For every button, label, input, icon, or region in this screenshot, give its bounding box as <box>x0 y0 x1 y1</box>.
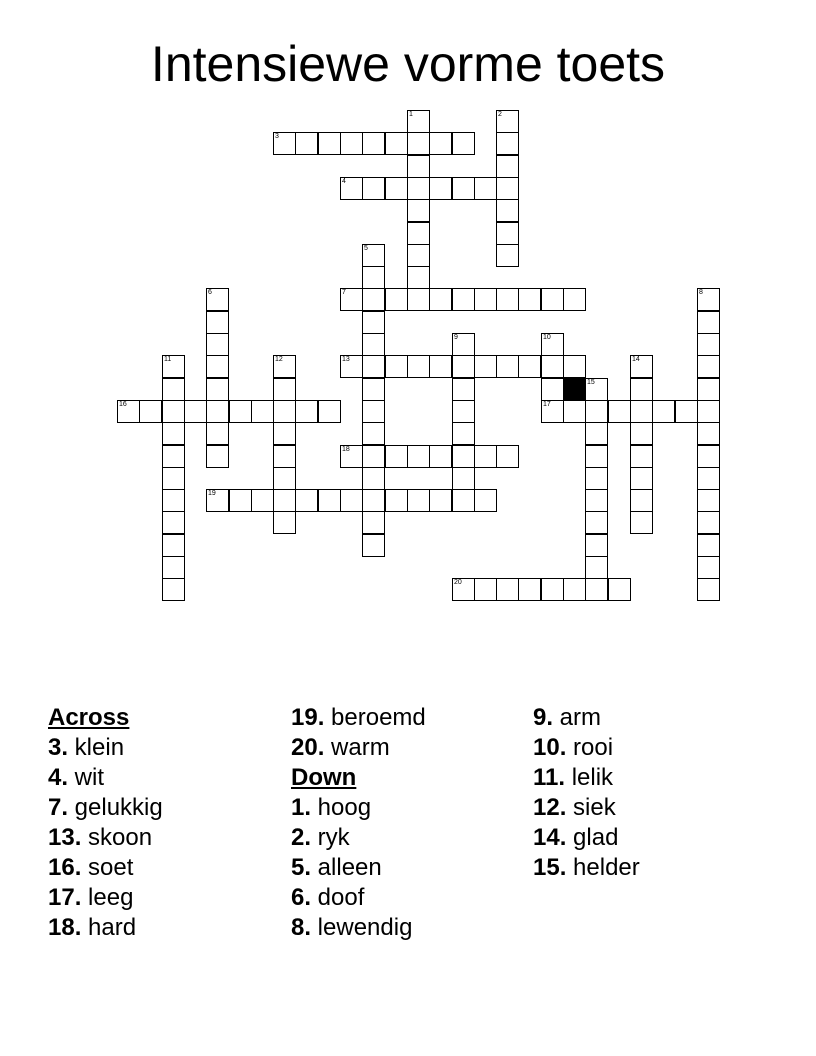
grid-cell[interactable] <box>318 489 341 512</box>
clue-text: arm <box>553 704 602 731</box>
grid-cell[interactable] <box>318 132 341 155</box>
grid-cell[interactable] <box>340 177 363 200</box>
grid-cell[interactable] <box>429 489 452 512</box>
clue-number: 14. <box>533 824 567 851</box>
clue-text: hard <box>81 914 137 941</box>
clue-item <box>48 793 163 823</box>
grid-cell[interactable] <box>518 355 541 378</box>
clue-text: leeg <box>81 884 134 911</box>
grid-cell[interactable] <box>340 489 363 512</box>
grid-cell[interactable] <box>362 244 385 267</box>
grid-cell[interactable] <box>206 355 229 378</box>
grid-cell[interactable] <box>385 288 408 311</box>
clue-number: 17. <box>48 884 82 911</box>
grid-cell[interactable] <box>340 132 363 155</box>
grid-cell[interactable] <box>407 222 430 245</box>
grid-cell[interactable] <box>630 400 653 423</box>
grid-cell[interactable] <box>340 288 363 311</box>
grid-cell[interactable] <box>385 445 408 468</box>
grid-cell[interactable] <box>273 422 296 445</box>
grid-cell[interactable] <box>206 445 229 468</box>
grid-cell[interactable] <box>697 378 720 401</box>
grid-cell[interactable] <box>407 445 430 468</box>
grid-cell[interactable] <box>452 400 475 423</box>
grid-cell[interactable] <box>452 445 475 468</box>
grid-cell[interactable] <box>541 400 564 423</box>
clue-number: 2. <box>291 824 312 851</box>
grid-cell[interactable] <box>251 489 274 512</box>
clue-number: 12. <box>533 794 567 821</box>
clue-text: warm <box>324 734 390 761</box>
grid-cell[interactable] <box>206 333 229 356</box>
clue-item <box>291 823 426 853</box>
grid-cell[interactable] <box>697 467 720 490</box>
grid-cell[interactable] <box>162 556 185 579</box>
clue-number-label: 3 <box>275 133 279 140</box>
grid-cell[interactable] <box>162 489 185 512</box>
clue-item <box>291 913 426 943</box>
grid-cell[interactable] <box>697 422 720 445</box>
down-heading: Down <box>291 764 357 791</box>
grid-cell[interactable] <box>407 110 430 133</box>
grid-cell[interactable] <box>585 578 608 601</box>
grid-cell[interactable] <box>697 288 720 311</box>
clue-item <box>48 823 163 853</box>
grid-cell[interactable] <box>630 355 653 378</box>
grid-cell[interactable] <box>162 467 185 490</box>
grid-cell[interactable] <box>563 578 586 601</box>
clue-text: helder <box>566 854 640 881</box>
clue-text: rooi <box>566 734 614 761</box>
grid-cell[interactable] <box>585 534 608 557</box>
grid-cell[interactable] <box>362 288 385 311</box>
clue-text: klein <box>68 734 125 761</box>
grid-cell[interactable] <box>295 400 318 423</box>
grid-cell[interactable] <box>362 534 385 557</box>
clue-item <box>291 793 426 823</box>
clue-item <box>48 763 163 793</box>
clue-item <box>533 733 640 763</box>
clue-item <box>291 733 426 763</box>
grid-cell[interactable] <box>697 489 720 512</box>
grid-cell[interactable] <box>496 110 519 133</box>
clue-number-label: 18 <box>342 446 350 453</box>
grid-cell[interactable] <box>496 244 519 267</box>
grid-cell[interactable] <box>117 400 140 423</box>
grid-cell[interactable] <box>162 511 185 534</box>
clue-item <box>48 913 163 943</box>
down-clue-list-continued <box>533 703 640 883</box>
across-clue-list-continued <box>291 703 426 763</box>
grid-cell[interactable] <box>697 578 720 601</box>
grid-cell[interactable] <box>541 378 564 401</box>
clue-number: 9. <box>533 704 554 731</box>
clue-number: 15. <box>533 854 567 881</box>
clue-column-3 <box>533 703 640 883</box>
grid-cell[interactable] <box>563 355 586 378</box>
grid-cell[interactable] <box>362 422 385 445</box>
grid-cell[interactable] <box>452 333 475 356</box>
grid-cell[interactable] <box>273 378 296 401</box>
grid-cell[interactable] <box>585 422 608 445</box>
clue-number-label: 4 <box>342 178 346 185</box>
grid-cell[interactable] <box>474 489 497 512</box>
clue-number-label: 14 <box>632 356 640 363</box>
clue-text: skoon <box>81 824 153 851</box>
clue-text: ryk <box>311 824 350 851</box>
clue-number-label: 2 <box>498 111 502 118</box>
clue-number: 8. <box>291 914 312 941</box>
clue-item <box>533 853 640 883</box>
grid-cell[interactable] <box>585 400 608 423</box>
grid-cell[interactable] <box>496 177 519 200</box>
grid-cell[interactable] <box>630 422 653 445</box>
clue-text: siek <box>566 794 616 821</box>
grid-cell[interactable] <box>362 445 385 468</box>
clue-item <box>533 703 640 733</box>
grid-cell[interactable] <box>407 155 430 178</box>
clue-item <box>48 733 163 763</box>
grid-cell[interactable] <box>385 177 408 200</box>
grid-cell[interactable] <box>518 578 541 601</box>
clue-item <box>291 703 426 733</box>
grid-cell[interactable] <box>385 489 408 512</box>
grid-cell[interactable] <box>229 489 252 512</box>
grid-cell[interactable] <box>273 511 296 534</box>
grid-cell[interactable] <box>697 511 720 534</box>
clue-text: soet <box>81 854 134 881</box>
grid-cell[interactable] <box>496 288 519 311</box>
grid-cell[interactable] <box>206 378 229 401</box>
clue-number-label: 20 <box>454 579 462 586</box>
grid-cell[interactable] <box>630 378 653 401</box>
grid-cell[interactable] <box>585 511 608 534</box>
grid-cell[interactable] <box>385 132 408 155</box>
grid-cell[interactable] <box>452 578 475 601</box>
grid-cell[interactable] <box>608 400 631 423</box>
grid-cell[interactable] <box>139 400 162 423</box>
grid-cell[interactable] <box>452 467 475 490</box>
grid-cell[interactable] <box>206 400 229 423</box>
grid-cell[interactable] <box>362 511 385 534</box>
grid-cell[interactable] <box>496 445 519 468</box>
grid-cell[interactable] <box>563 400 586 423</box>
clue-number-label: 16 <box>119 401 127 408</box>
clue-column-2 <box>291 703 426 943</box>
clue-column-1 <box>48 703 163 943</box>
grid-cell[interactable] <box>474 288 497 311</box>
grid-cell[interactable] <box>541 288 564 311</box>
grid-cell[interactable] <box>496 199 519 222</box>
grid-cell[interactable] <box>162 378 185 401</box>
grid-cell[interactable] <box>162 422 185 445</box>
grid-cell[interactable] <box>452 422 475 445</box>
clue-text: wit <box>68 764 105 791</box>
clue-number: 10. <box>533 734 567 761</box>
grid-cell[interactable] <box>162 400 185 423</box>
clue-number: 13. <box>48 824 82 851</box>
grid-cell[interactable] <box>429 288 452 311</box>
grid-cell[interactable] <box>452 177 475 200</box>
grid-cell[interactable] <box>429 132 452 155</box>
grid-cell[interactable] <box>407 244 430 267</box>
clue-number: 7. <box>48 794 69 821</box>
grid-cell[interactable] <box>630 445 653 468</box>
grid-cell[interactable] <box>518 288 541 311</box>
clue-item <box>48 853 163 883</box>
grid-cell[interactable] <box>362 467 385 490</box>
grid-cell[interactable] <box>474 578 497 601</box>
grid-cell[interactable] <box>362 311 385 334</box>
grid-cell[interactable] <box>162 578 185 601</box>
grid-cell[interactable] <box>452 378 475 401</box>
grid-cell[interactable] <box>675 400 698 423</box>
grid-cell[interactable] <box>407 355 430 378</box>
grid-cell[interactable] <box>697 311 720 334</box>
grid-cell[interactable] <box>697 355 720 378</box>
grid-cell[interactable] <box>697 400 720 423</box>
grid-cell[interactable] <box>162 534 185 557</box>
grid-cell[interactable] <box>452 132 475 155</box>
grid-cell[interactable] <box>452 489 475 512</box>
clue-number: 1. <box>291 794 312 821</box>
grid-cell[interactable] <box>608 578 631 601</box>
grid-cell[interactable] <box>362 355 385 378</box>
across-clue-list <box>48 733 163 943</box>
grid-cell[interactable] <box>273 355 296 378</box>
clue-text: glad <box>566 824 619 851</box>
grid-cell[interactable] <box>585 445 608 468</box>
grid-cell[interactable] <box>496 132 519 155</box>
grid-cell[interactable] <box>496 222 519 245</box>
grid-cell[interactable] <box>206 489 229 512</box>
grid-cell[interactable] <box>362 177 385 200</box>
clue-item <box>533 823 640 853</box>
grid-cell[interactable] <box>452 355 475 378</box>
clue-number-label: 13 <box>342 356 350 363</box>
clue-number: 11. <box>533 764 566 791</box>
grid-cell[interactable] <box>429 177 452 200</box>
grid-cell[interactable] <box>496 155 519 178</box>
grid-cell[interactable] <box>652 400 675 423</box>
grid-cell[interactable] <box>407 199 430 222</box>
clue-text: alleen <box>311 854 382 881</box>
grid-cell[interactable] <box>630 489 653 512</box>
down-clue-list <box>291 793 426 943</box>
grid-cell[interactable] <box>362 400 385 423</box>
clue-number: 20. <box>291 734 325 761</box>
clue-text: lewendig <box>311 914 413 941</box>
clue-number: 18. <box>48 914 82 941</box>
grid-cell[interactable] <box>273 445 296 468</box>
grid-cell[interactable] <box>273 467 296 490</box>
grid-cell[interactable] <box>697 445 720 468</box>
clue-text: hoog <box>311 794 372 821</box>
grid-cell[interactable] <box>206 311 229 334</box>
grid-cell[interactable] <box>273 132 296 155</box>
grid-cell[interactable] <box>541 578 564 601</box>
clue-number: 6. <box>291 884 312 911</box>
grid-cell[interactable] <box>407 266 430 289</box>
grid-cell[interactable] <box>362 333 385 356</box>
clue-item <box>291 883 426 913</box>
clue-number: 16. <box>48 854 82 881</box>
grid-cell[interactable] <box>362 489 385 512</box>
clue-number-label: 12 <box>275 356 283 363</box>
grid-cell[interactable] <box>585 556 608 579</box>
grid-cell[interactable] <box>206 422 229 445</box>
page-title: Intensiewe vorme toets <box>150 36 666 92</box>
across-heading: Across <box>48 704 130 731</box>
grid-cell[interactable] <box>697 534 720 557</box>
clue-item <box>48 883 163 913</box>
grid-cell[interactable] <box>273 489 296 512</box>
grid-cell[interactable] <box>184 400 207 423</box>
clue-number-label: 8 <box>699 289 703 296</box>
clue-item <box>533 793 640 823</box>
clue-number: 4. <box>48 764 69 791</box>
black-square <box>563 378 586 401</box>
grid-cell[interactable] <box>429 445 452 468</box>
grid-cell[interactable] <box>496 578 519 601</box>
grid-cell[interactable] <box>340 355 363 378</box>
grid-cell[interactable] <box>585 378 608 401</box>
grid-cell[interactable] <box>162 355 185 378</box>
clue-number: 3. <box>48 734 69 761</box>
clue-text: gelukkig <box>68 794 163 821</box>
grid-cell[interactable] <box>318 400 341 423</box>
grid-cell[interactable] <box>585 489 608 512</box>
grid-cell[interactable] <box>630 467 653 490</box>
grid-cell[interactable] <box>697 333 720 356</box>
grid-cell[interactable] <box>697 556 720 579</box>
clue-number-label: 10 <box>543 334 551 341</box>
grid-cell[interactable] <box>229 400 252 423</box>
grid-cell[interactable] <box>541 333 564 356</box>
grid-cell[interactable] <box>407 489 430 512</box>
clue-number: 5. <box>291 854 312 881</box>
grid-cell[interactable] <box>162 445 185 468</box>
grid-cell[interactable] <box>407 288 430 311</box>
grid-cell[interactable] <box>295 489 318 512</box>
clue-number-label: 5 <box>364 245 368 252</box>
grid-cell[interactable] <box>585 467 608 490</box>
clue-text: beroemd <box>324 704 426 731</box>
grid-cell[interactable] <box>273 400 296 423</box>
clue-number-label: 9 <box>454 334 458 341</box>
grid-cell[interactable] <box>474 177 497 200</box>
clue-text: lelik <box>565 764 614 791</box>
grid-cell[interactable] <box>407 132 430 155</box>
grid-cell[interactable] <box>563 288 586 311</box>
grid-cell[interactable] <box>362 132 385 155</box>
grid-cell[interactable] <box>407 177 430 200</box>
grid-cell[interactable] <box>452 288 475 311</box>
grid-cell[interactable] <box>541 355 564 378</box>
grid-cell[interactable] <box>385 355 408 378</box>
clue-text: doof <box>311 884 365 911</box>
grid-cell[interactable] <box>630 511 653 534</box>
clue-number-label: 15 <box>587 379 595 386</box>
clue-item <box>291 853 426 883</box>
clue-number-label: 7 <box>342 289 346 296</box>
clue-number-label: 6 <box>208 289 212 296</box>
clue-number-label: 17 <box>543 401 551 408</box>
clue-number-label: 1 <box>409 111 413 118</box>
grid-cell[interactable] <box>362 266 385 289</box>
grid-cell[interactable] <box>429 355 452 378</box>
clue-number-label: 11 <box>164 356 172 363</box>
grid-cell[interactable] <box>340 445 363 468</box>
grid-cell[interactable] <box>206 288 229 311</box>
grid-cell[interactable] <box>251 400 274 423</box>
clue-item <box>533 763 640 793</box>
clue-number-label: 19 <box>208 490 216 497</box>
clue-number: 19. <box>291 704 325 731</box>
grid-cell[interactable] <box>496 355 519 378</box>
grid-cell[interactable] <box>474 445 497 468</box>
grid-cell[interactable] <box>474 355 497 378</box>
grid-cell[interactable] <box>362 378 385 401</box>
grid-cell[interactable] <box>295 132 318 155</box>
